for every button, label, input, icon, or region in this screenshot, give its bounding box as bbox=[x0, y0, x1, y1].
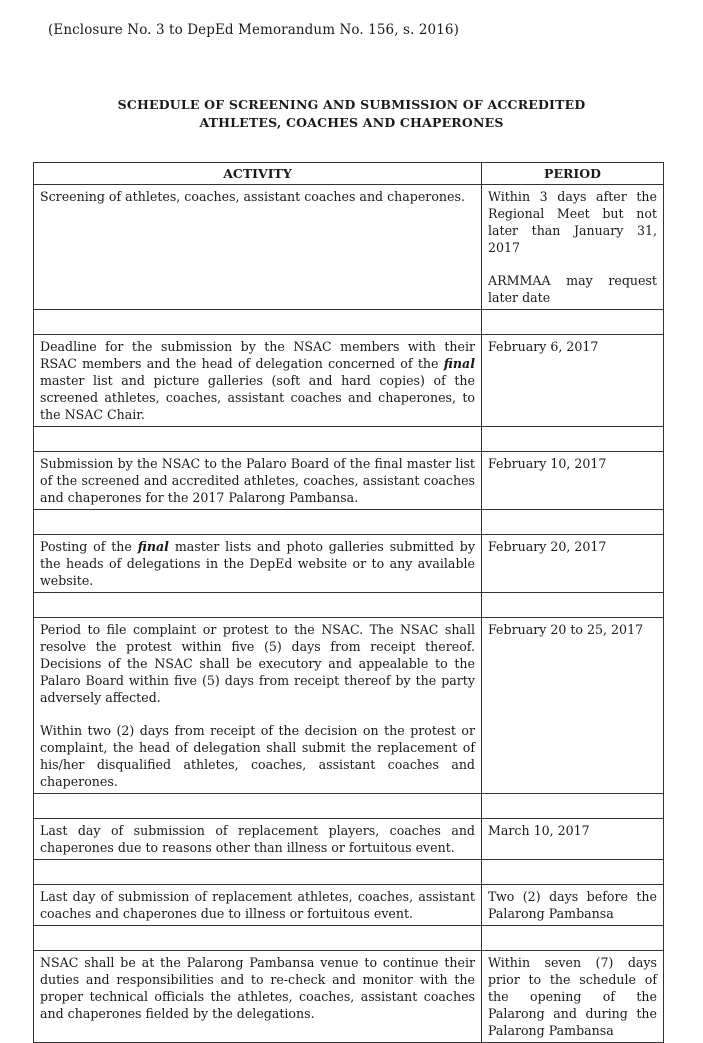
row-spacer bbox=[34, 427, 664, 452]
activity-text bbox=[40, 538, 475, 589]
activity-cell bbox=[34, 335, 482, 427]
emphasis-final: final bbox=[443, 356, 475, 371]
document-title bbox=[0, 96, 703, 132]
activity-cell bbox=[34, 535, 482, 593]
activity-text-2: Within two (2) days from receipt of the decision on the protest or complaint, the head of delegation shall submit the replacement of his/her disqualified athletes, coaches, assistant coaches and chaperones. bbox=[40, 723, 475, 789]
table-row bbox=[34, 185, 664, 310]
header-period: PERIOD bbox=[482, 163, 664, 185]
row-spacer bbox=[34, 794, 664, 819]
schedule-table bbox=[33, 162, 664, 1043]
activity-text: Submission by the NSAC to the Palaro Board of the final master list of the screened and accredited athletes, coaches, assistant coaches and chaperones for the 2017 Palarong Pambansa. bbox=[40, 456, 475, 505]
activity-text: Last day of submission of replacement players, coaches and chaperones due to reasons other than illness or fortuitous event. bbox=[40, 823, 475, 855]
period-text: February 20 to 25, 2017 bbox=[488, 622, 644, 637]
title-line-1: SCHEDULE OF SCREENING AND SUBMISSION OF ACCREDITED bbox=[117, 97, 586, 112]
activity-cell bbox=[34, 819, 482, 860]
period-cell bbox=[482, 819, 664, 860]
period-text: February 10, 2017 bbox=[488, 456, 607, 471]
period-text: February 20, 2017 bbox=[488, 539, 607, 554]
period-cell bbox=[482, 618, 664, 794]
activity-text-pre: Posting of the bbox=[40, 539, 138, 554]
activity-text-post: master lists and photo galleries submitted by the heads of delegations in the DepEd website or to any available website. bbox=[40, 539, 475, 588]
period-cell bbox=[482, 452, 664, 510]
header-activity: ACTIVITY bbox=[34, 163, 482, 185]
period-text: March 10, 2017 bbox=[488, 823, 590, 838]
table-row bbox=[34, 452, 664, 510]
period-note: ARMMAA may request later date bbox=[488, 273, 657, 305]
table-header-row bbox=[34, 163, 664, 185]
period-cell bbox=[482, 885, 664, 926]
period-text: February 6, 2017 bbox=[488, 339, 599, 354]
table-row bbox=[34, 335, 664, 427]
table-row bbox=[34, 885, 664, 926]
activity-text bbox=[40, 338, 475, 423]
activity-text: Period to file complaint or protest to the NSAC. The NSAC shall resolve the protest within five (5) days from receipt thereof. Decisions of the NSAC shall be executory and appealable to the Palaro Board within five (5) days from receipt thereof by the party adversely affected. bbox=[40, 622, 475, 705]
activity-text: Screening of athletes, coaches, assistant coaches and chaperones. bbox=[40, 189, 465, 204]
period-text: Within 3 days after the Regional Meet but not later than January 31, 2017 bbox=[488, 189, 657, 255]
activity-cell bbox=[34, 452, 482, 510]
activity-text-pre: Deadline for the submission by the NSAC members with their RSAC members and the head of delegation concerned of the bbox=[40, 339, 475, 371]
table-row bbox=[34, 618, 664, 794]
period-text: Within seven (7) days prior to the schedule of the opening of the Palarong and during the Palarong Pambansa bbox=[488, 955, 657, 1038]
title-line-2: ATHLETES, COACHES AND CHAPERONES bbox=[199, 115, 504, 130]
table-row bbox=[34, 535, 664, 593]
activity-cell bbox=[34, 885, 482, 926]
activity-cell bbox=[34, 185, 482, 310]
activity-cell bbox=[34, 951, 482, 1043]
table-row bbox=[34, 951, 664, 1043]
activity-text: Last day of submission of replacement athletes, coaches, assistant coaches and chaperones due to illness or fortuitous event. bbox=[40, 889, 475, 921]
period-cell bbox=[482, 185, 664, 310]
activity-cell bbox=[34, 618, 482, 794]
enclosure-note: (Enclosure No. 3 to DepEd Memorandum No. 156, s. 2016) bbox=[48, 22, 459, 38]
row-spacer bbox=[34, 926, 664, 951]
period-text: Two (2) days before the Palarong Pambansa bbox=[488, 889, 657, 921]
emphasis-final: final bbox=[137, 539, 169, 554]
row-spacer bbox=[34, 593, 664, 618]
table-row bbox=[34, 819, 664, 860]
row-spacer bbox=[34, 510, 664, 535]
period-cell bbox=[482, 335, 664, 427]
activity-text: NSAC shall be at the Palarong Pambansa venue to continue their duties and responsibilities and to re-check and monitor with the proper technical officials the athletes, coaches, assistant coaches and chaperones fielded by the delegations. bbox=[40, 955, 475, 1021]
period-cell bbox=[482, 535, 664, 593]
row-spacer bbox=[34, 860, 664, 885]
activity-text-post: master list and picture galleries (soft and hard copies) of the screened athletes, coaches, assistant coaches and chaperones, to the NSAC Chair. bbox=[40, 373, 475, 422]
row-spacer bbox=[34, 310, 664, 335]
period-cell bbox=[482, 951, 664, 1043]
